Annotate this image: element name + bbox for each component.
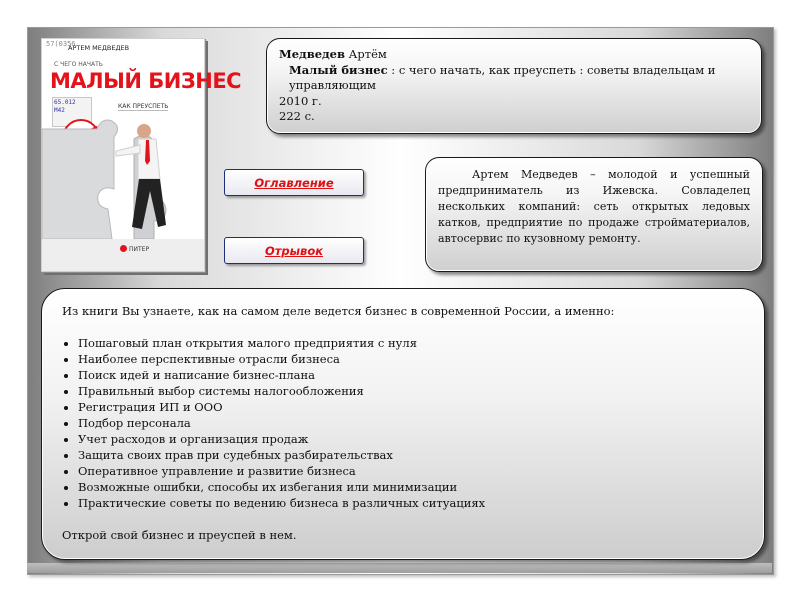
cover-tagline: КАК ПРЕУСПЕТЬ	[118, 103, 169, 110]
puzzle-piece-left	[42, 120, 118, 239]
list-item: • Поиск идей и написание бизнес-плана	[78, 367, 744, 383]
cover-scan-number: 57(0356	[46, 40, 76, 48]
author-name: Артём	[348, 47, 387, 61]
list-item: • Правильный выбор системы налогообложения	[78, 383, 744, 399]
description-closing: Открой свой бизнес и преуспей в нем.	[62, 528, 297, 542]
man-head	[137, 124, 151, 138]
list-item: • Учет расходов и организация продаж	[78, 431, 744, 447]
book-description-panel	[41, 288, 765, 560]
slide-bottom-band	[27, 563, 772, 573]
list-item: • Практические советы по ведению бизнеса в различных ситуациях	[78, 495, 744, 511]
topics-list	[62, 335, 744, 511]
list-item: • Регистрация ИП и ООО	[78, 399, 744, 415]
cover-author: АРТЕМ МЕДВЕДЕВ	[68, 44, 130, 52]
author-bio-panel	[425, 157, 763, 272]
description-intro: Из книги Вы узнаете, как на самом деле ведется бизнес в современной России, а именно:	[62, 304, 615, 318]
title-line	[279, 63, 749, 94]
list-item: • Защита своих прав при судебных разбирательствах	[78, 447, 744, 463]
list-item: • Возможные ошибки, способы их избегания или минимизации	[78, 479, 744, 495]
cover-subtitle-top: С ЧЕГО НАЧАТЬ	[54, 61, 103, 68]
publication-year: 2010 г.	[279, 93, 322, 108]
contents-button[interactable]: Оглавление	[224, 169, 364, 196]
list-item: • Наиболее перспективные отрасли бизнеса	[78, 351, 744, 367]
author-bio-text: Артем Медведев – молодой и успешный предприниматель из Ижевска. Совладелец нескольких компаний: сеть открытых ледовых катков, предприятие по продаже стройматериалов, автосервис по кузовному ремонту.	[438, 168, 750, 245]
floor	[42, 239, 204, 271]
cover-publisher-logo: ПИТЕР	[120, 245, 149, 253]
author-line	[279, 47, 749, 63]
book-cover-image	[41, 38, 242, 272]
excerpt-button[interactable]: Отрывок	[224, 237, 364, 264]
book-subtitle: : с чего начать, как преуспеть : советы владельцам и управляющим	[289, 62, 716, 92]
author-surname: Медведев	[279, 47, 345, 61]
page-count: 222 с.	[279, 109, 315, 123]
list-item: • Пошаговый план открытия малого предприятия с нуля	[78, 335, 744, 351]
cover-title: МАЛЫЙ БИЗНЕС	[50, 69, 242, 93]
list-item: • Оперативное управление и развитие бизнеса	[78, 463, 744, 479]
bibliographic-info-panel	[266, 38, 762, 134]
list-item: • Подбор персонала	[78, 415, 744, 431]
cover-library-sticker: 65.012 M42	[52, 97, 92, 127]
cover-illustration	[42, 39, 204, 271]
book-title: Малый бизнес	[289, 62, 388, 77]
